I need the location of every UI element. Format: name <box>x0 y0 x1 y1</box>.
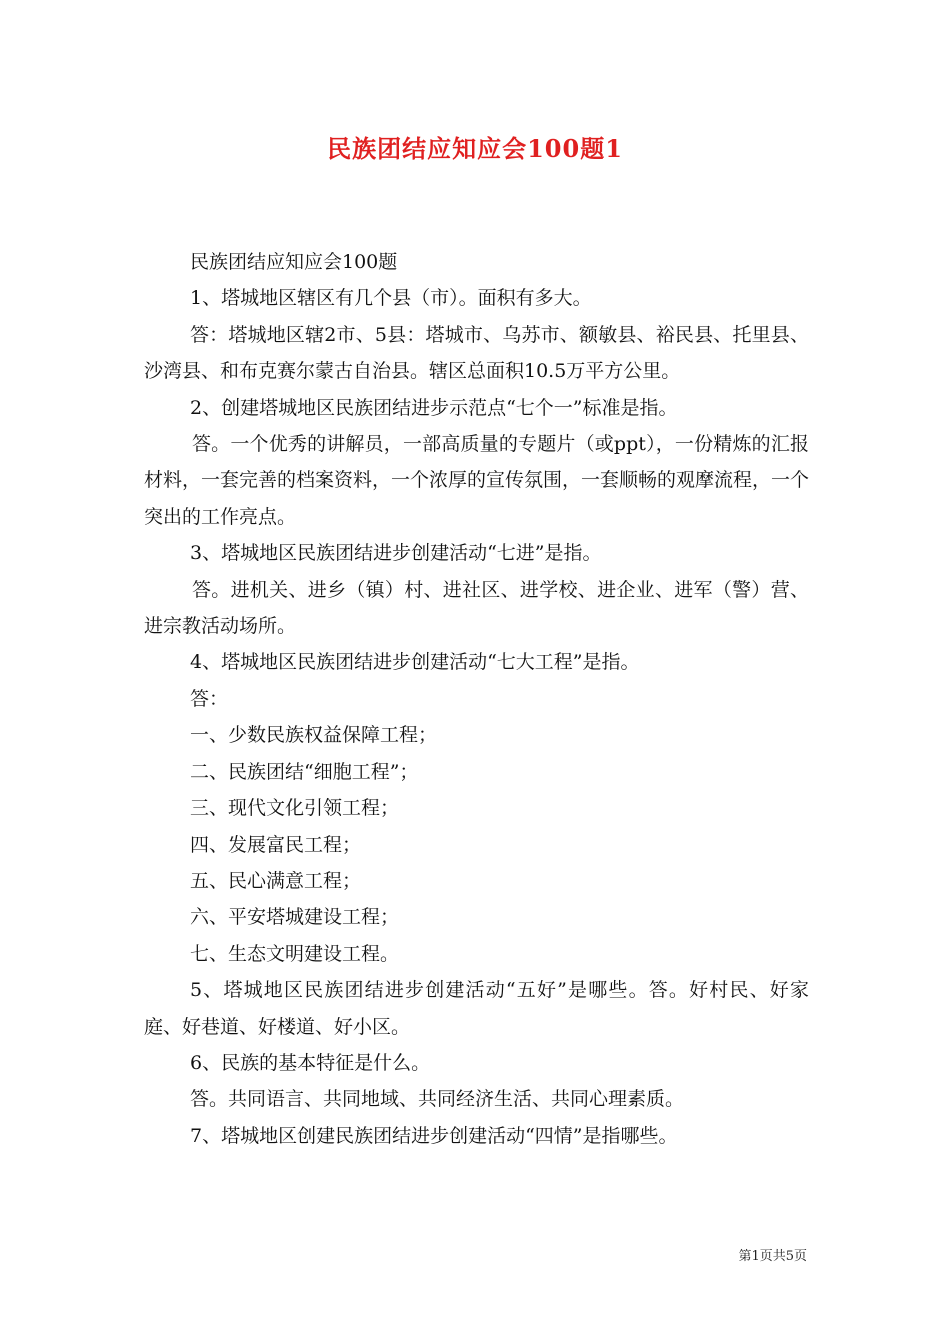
paragraph-heading: 民族团结应知应会100题 <box>190 251 398 273</box>
question-6: 6、民族的基本特征是什么。 <box>190 1051 431 1074</box>
answer-4-item-1: 一、少数民族权益保障工程； <box>190 724 438 747</box>
answer-4-item-4: 四、发展富民工程； <box>190 833 362 856</box>
answer-4-item-7: 七、生态文明建设工程。 <box>190 942 400 965</box>
question-1: 1、塔城地区辖区有几个县（市）。面积有多大。 <box>190 287 592 310</box>
page-number: 第1页共5页 <box>738 1249 807 1264</box>
answer-4-item-3: 三、现代文化引领工程； <box>190 797 400 820</box>
document-title: 民族团结应知应会100题1 <box>327 134 623 163</box>
question-4: 4、塔城地区民族团结进步创建活动“七大工程”是指。 <box>190 651 640 674</box>
document-body <box>144 244 809 1154</box>
answer-6: 答。共同语言、共同地域、共同经济生活、共同心理素质。 <box>190 1088 685 1111</box>
answer-1: 答：塔城地区辖2市、5县：塔城市、乌苏市、额敏县、裕民县、托里县、沙湾县、和布克赛尔蒙古自治县。辖区总面积10.5万平方公里。 <box>144 323 809 383</box>
answer-2: 答。一个优秀的讲解员，一部高质量的专题片（或ppt），一份精炼的汇报材料，一套完善的档案资料，一个浓厚的宣传氛围，一套顺畅的观摩流程，一个突出的工作亮点。 <box>144 433 810 528</box>
question-3: 3、塔城地区民族团结进步创建活动“七进”是指。 <box>190 542 602 565</box>
answer-4-item-2: 二、民族团结“细胞工程”； <box>190 760 419 783</box>
answer-3: 答。进机关、进乡（镇）村、进社区、进学校、进企业、进军（警）营、进宗教活动场所。 <box>144 578 809 638</box>
question-answer-5: 5、塔城地区民族团结进步创建活动“五好”是哪些。答。好村民、好家庭、好巷道、好楼道、好小区。 <box>144 979 809 1038</box>
question-7: 7、塔城地区创建民族团结进步创建活动“四情”是指哪些。 <box>190 1124 678 1147</box>
answer-4-item-6: 六、平安塔城建设工程； <box>190 906 400 929</box>
answer-4-label: 答： <box>190 687 229 710</box>
answer-4-item-5: 五、民心满意工程； <box>190 869 362 892</box>
question-2: 2、创建塔城地区民族团结进步示范点“七个一”标准是指。 <box>190 396 678 419</box>
